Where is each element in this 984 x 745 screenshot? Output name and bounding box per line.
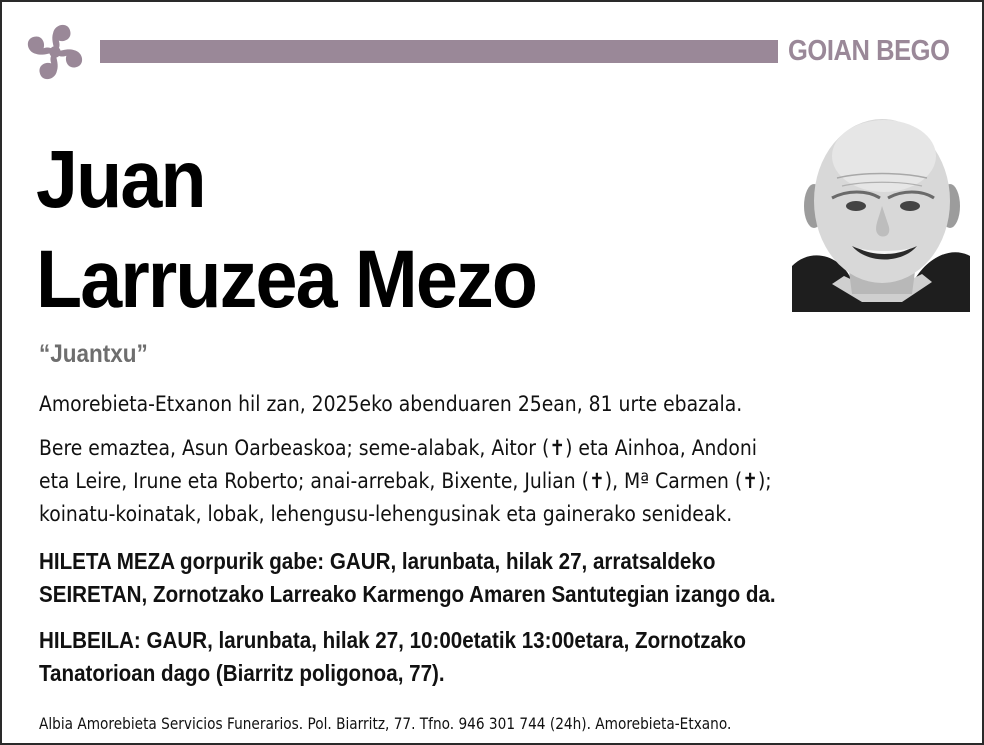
wake-line: Tanatorioan dago (Biarritz poligonoa, 77). (39, 660, 445, 686)
funeral-line: HILETA MEZA gorpurik gabe: GAUR, larunbata, hilak 27, arratsaldeko (39, 548, 716, 574)
family-line: eta Leire, Irune eta Roberto; anai-arrebak, Bixente, Julian (✝), Mª Carmen (✝); (39, 469, 772, 493)
portrait-photo (792, 106, 970, 312)
header-divider-bar (100, 40, 778, 63)
family-members (39, 432, 772, 531)
death-announcement: Amorebieta-Etxanon hil zan, 2025eko abenduaren 25ean, 81 urte ebazala. (39, 392, 743, 416)
wake-line: HILBEILA: GAUR, larunbata, hilak 27, 10:00etatik 13:00etara, Zornotzako (39, 627, 746, 653)
header (2, 2, 982, 102)
header-title: GOIAN BEGO (788, 35, 950, 67)
nickname: “Juantxu” (39, 340, 148, 368)
lauburu-icon (16, 14, 94, 90)
funeral-line: SEIRETAN, Zornotzako Larreako Karmengo Amaren Santutegian izango da. (39, 581, 776, 607)
funeral-mass-info (39, 545, 776, 611)
family-line: koinatu-koinatak, lobak, lehengusu-lehengusinak eta gainerako senideak. (39, 502, 733, 526)
family-line: Bere emaztea, Asun Oarbeaskoa; seme-alabak, Aitor (✝) eta Ainhoa, Andoni (39, 436, 758, 460)
surnames: Larruzea Mezo (36, 234, 537, 325)
wake-info (39, 624, 746, 690)
funeral-home-footer: Albia Amorebieta Servicios Funerarios. Pol. Biarritz, 77. Tfno. 946 301 744 (24h). Amorebieta-Etxano. (39, 714, 732, 733)
deceased-name (36, 130, 536, 330)
first-name: Juan (36, 134, 205, 225)
